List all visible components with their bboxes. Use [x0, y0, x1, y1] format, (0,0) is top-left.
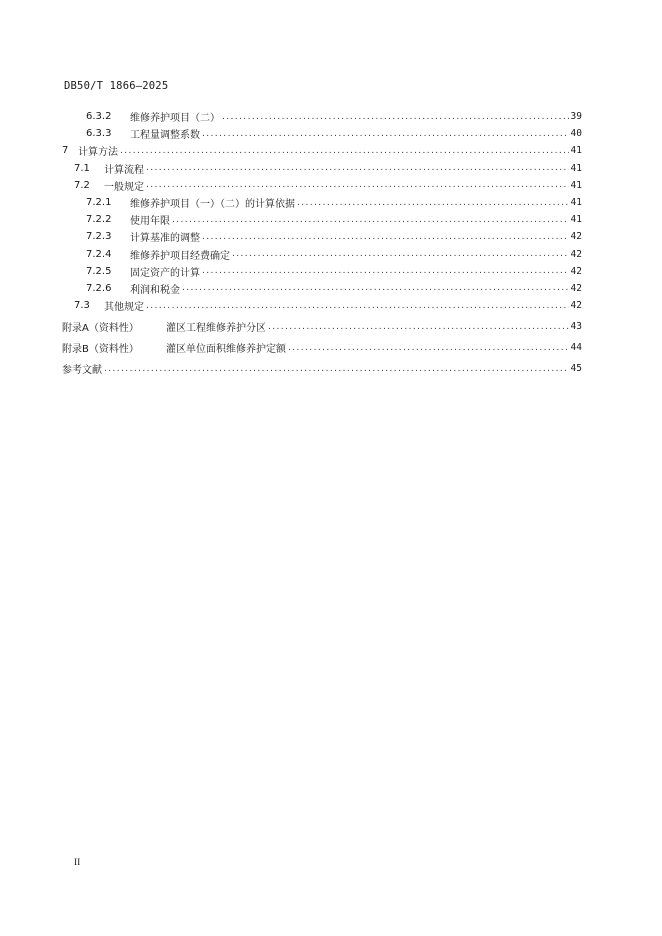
toc-entry[interactable] [62, 339, 582, 356]
toc-entry[interactable] [62, 246, 582, 263]
toc-entry-page: 42 [570, 300, 582, 312]
toc-entry-page: 45 [570, 363, 582, 375]
toc-entry-title: 计算方法 [78, 147, 118, 159]
toc-entry-page: 40 [570, 128, 582, 140]
toc-entry-number: 附录A（资料性） [62, 323, 139, 335]
toc-entry-number: 7 [62, 145, 69, 157]
toc-entry[interactable] [62, 280, 582, 297]
toc-entry-page: 41 [570, 145, 582, 157]
toc-entry-title: 维修养护项目（一）（二）的计算依据 [130, 199, 295, 211]
toc-entry-page: 41 [570, 197, 582, 209]
toc-entry-page: 41 [570, 162, 582, 174]
toc-dot-leader [288, 343, 569, 353]
toc-entry-title: 使用年限 [130, 216, 170, 228]
page-number: II [74, 858, 81, 868]
toc-entry-number: 6.3.2 [86, 111, 112, 123]
toc-entry-number: 7.2.1 [86, 197, 112, 209]
toc-entry-page: 42 [570, 282, 582, 294]
toc-dot-leader [104, 364, 569, 374]
toc-entry-number: 7.2 [74, 179, 90, 191]
toc-entry[interactable] [62, 211, 582, 228]
toc-entry-page: 44 [570, 342, 582, 354]
toc-dot-leader [146, 163, 569, 173]
toc-dot-leader [202, 129, 569, 139]
toc-entry[interactable] [62, 360, 582, 377]
toc-entry-number: 7.2.2 [86, 214, 112, 226]
toc-entry[interactable] [62, 297, 582, 314]
toc-dot-leader [268, 322, 569, 332]
toc-entry-page: 41 [570, 214, 582, 226]
toc-entry-title: 利润和税金 [130, 284, 180, 296]
toc-entry-number: 附录B（资料性） [62, 344, 139, 356]
toc-entry[interactable] [62, 125, 582, 142]
toc-entry-number: 7.1 [74, 162, 90, 174]
toc-entry[interactable] [62, 160, 582, 177]
toc-entry-page: 39 [570, 111, 582, 123]
toc-entry-title: 其他规定 [104, 302, 144, 314]
toc-entry-title: 固定资产的计算 [130, 267, 200, 279]
document-code-header: DB50/T 1866—2025 [64, 80, 169, 92]
toc-entry-title: 维修养护项目经费确定 [130, 250, 230, 262]
toc-dot-leader [222, 112, 569, 122]
toc-dot-leader [172, 215, 569, 225]
toc-entry-title: 灌区单位面积维修养护定额 [166, 344, 286, 356]
toc-entry-number: 参考文献 [62, 365, 102, 377]
table-of-contents [62, 108, 582, 377]
toc-dot-leader [146, 180, 569, 190]
toc-entry-number: 7.2.4 [86, 248, 112, 260]
toc-entry[interactable] [62, 318, 582, 335]
toc-entry-title: 工程量调整系数 [130, 130, 200, 142]
toc-dot-leader [202, 266, 569, 276]
toc-entry-title: 一般规定 [104, 181, 144, 193]
toc-dot-leader [182, 283, 569, 293]
toc-entry-title: 计算基准的调整 [130, 233, 200, 245]
toc-entry[interactable] [62, 142, 582, 159]
toc-entry[interactable] [62, 177, 582, 194]
toc-entry-page: 42 [570, 231, 582, 243]
toc-dot-leader [202, 232, 569, 242]
toc-entry-page: 43 [570, 321, 582, 333]
toc-entry[interactable] [62, 263, 582, 280]
toc-entry-page: 41 [570, 179, 582, 191]
toc-entry-number: 7.2.3 [86, 231, 112, 243]
toc-entry-page: 42 [570, 265, 582, 277]
toc-entry-number: 7.2.5 [86, 265, 112, 277]
toc-entry-title: 计算流程 [104, 164, 144, 176]
toc-dot-leader [232, 249, 569, 259]
toc-entry-number: 7.3 [74, 300, 90, 312]
toc-dot-leader [146, 301, 569, 311]
toc-entry-title: 维修养护项目（二） [130, 113, 220, 125]
toc-entry[interactable] [62, 194, 582, 211]
toc-entry[interactable] [62, 108, 582, 125]
toc-entry-number: 7.2.6 [86, 282, 112, 294]
toc-dot-leader [297, 198, 569, 208]
toc-entry[interactable] [62, 228, 582, 245]
toc-entry-number: 6.3.3 [86, 128, 112, 140]
toc-entry-page: 42 [570, 248, 582, 260]
toc-dot-leader [120, 146, 569, 156]
toc-entry-title: 灌区工程维修养护分区 [166, 323, 266, 335]
